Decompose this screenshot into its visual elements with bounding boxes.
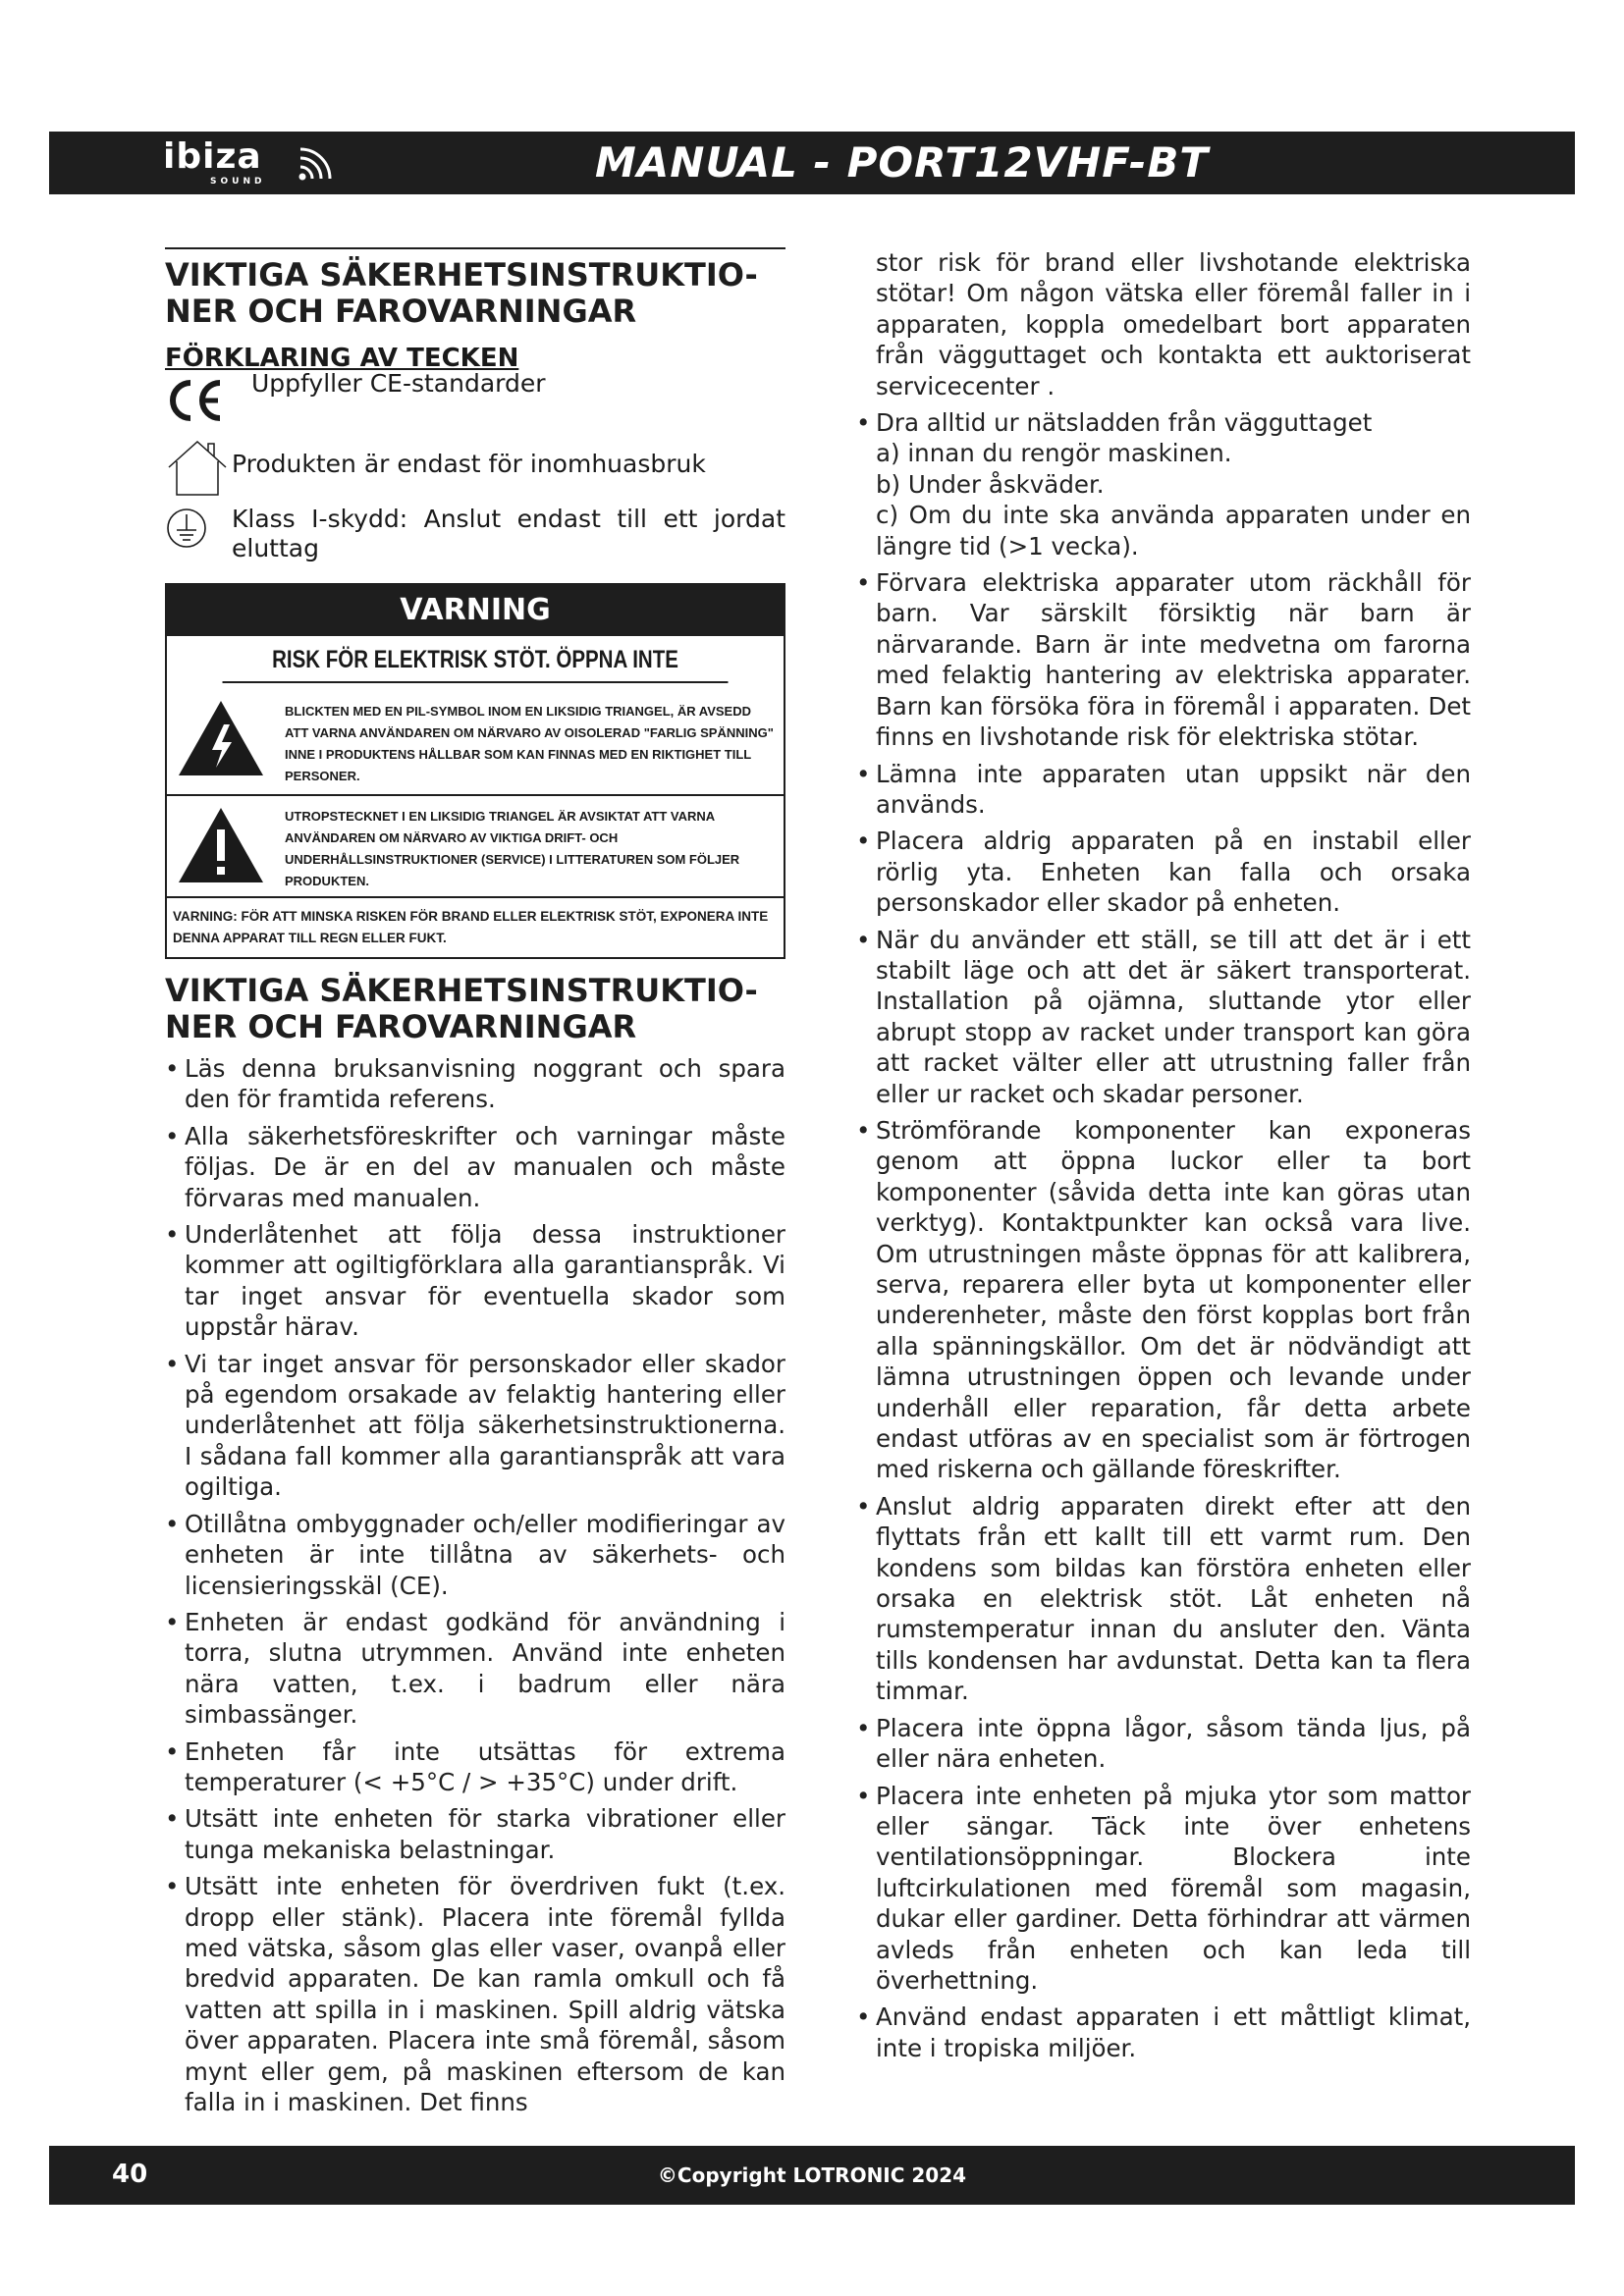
unplug-b: b) Under åskväder. <box>876 469 1105 499</box>
list-item: • Placera inte enheten på mjuka ytor som mattor eller sängar. Täck inte över enhetens ventilationsöppningar. Blockera inte luftcirkulationen med föremål som magasin, dukar eller gardiner. Detta förhindrar att värmen avleds från enheten och kan leda till överhettning. <box>856 1781 1471 1997</box>
symbol-text-house: Produkten är endast för inomhuasbruk <box>232 450 706 478</box>
page-number: 40 <box>112 2160 148 2189</box>
list-item: • Placera aldrig apparaten på en instabil eller rörlig yta. Enheten kan falla och orsaka personskador eller skador på enheten. <box>856 826 1471 918</box>
warning-text-exclamation: UTROPSTECKNET I EN LIKSIDIG TRIANGEL ÄR AVSIKTAT ATT VARNA ANVÄNDAREN OM NÄRVARO AV VIKTIGA DRIFT- OCH UNDERHÅLLSINSTRUKTIONER (SERVICE) I LITTERATUREN SOM FÖLJER PRODUKTEN. <box>285 809 740 888</box>
list-item: • Använd endast apparaten i ett måttligt klimat, inte i tropiska miljöer. <box>856 2002 1471 2063</box>
house-icon <box>165 438 230 497</box>
symbol-row-ground <box>165 505 785 569</box>
symbols-heading: FÖRKLARING AV TECKEN <box>165 344 519 373</box>
list-item: • Underlåtenhet att följa dessa instruktioner kommer att ogiltigförklara alla garantianspråk. Vi tar inget ansvar för eventuella skador som uppstår härav. <box>165 1219 785 1343</box>
warning-subtitle: RISK FÖR ELEKTRISK STÖT. ÖPPNA INTE <box>223 636 729 683</box>
ce-mark-icon <box>165 373 226 428</box>
warning-row-shock <box>167 683 784 796</box>
warning-title: VARNING <box>167 585 784 636</box>
symbol-text-ground: Klass I-skydd: Anslut endast till ett jordat eluttag <box>232 505 785 562</box>
list-item: • Otillåtna ombyggnader och/eller modifieringar av enheten är inte tillåtna av säkerhets- och licensieringsskäl (CE). <box>165 1509 785 1601</box>
logo-sub: SOUND <box>210 177 266 187</box>
document-title: MANUAL - PORT12VHF-BT <box>595 138 1209 187</box>
continued-paragraph: stor risk för brand eller livshotande elektriska stötar! Om någon vätska eller föremål faller in i apparaten, koppla omedelbart bort apparaten från vägguttaget och kontakta ett auktoriserat servicecenter . <box>876 248 1471 400</box>
list-item: • Utsätt inte enheten för överdriven fukt (t.ex. dropp eller stänk). Placera inte föremål fyllda med vätska, såsom glas eller vaser, ovanpå eller bredvid apparaten. De kan ramla omkull och få vatten att spilla in i maskinen. Spill aldrig vätska över apparaten. Placera inte små föremål, såsom mynt eller gem, på maskinen eftersom de kan falla in i maskinen. Det finns <box>165 1871 785 2117</box>
top-rule <box>165 247 785 249</box>
list-item: • Alla säkerhetsföreskrifter och varningar måste följas. De är en del av manualen och måste förvaras med manualen. <box>165 1121 785 1213</box>
logo-word: ibiza <box>163 136 262 177</box>
list-item: • Placera inte öppna lågor, såsom tända ljus, på eller nära enheten. <box>856 1713 1471 1775</box>
warning-text-shock: BLICKTEN MED EN PIL-SYMBOL INOM EN LIKSIDIG TRIANGEL, ÄR AVSEDD ATT VARNA ANVÄNDAREN OM NÄRVARO AV OISOLERAD "FARLIG SPÄNNING" INNE I PRODUKTENS HÅLLBAR SOM KAN FINNAS MED EN RIKTIGHET TILL PERSONER. <box>285 704 774 783</box>
section-heading-1: VIKTIGA SÄKERHETSINSTRUKTIO-NER OCH FAROVARNINGAR <box>165 256 758 330</box>
unplug-c: c) Om du inte ska använda apparaten under en längre tid (>1 vecka). <box>876 501 1471 561</box>
footer-bar <box>49 2146 1575 2205</box>
section-heading-2: VIKTIGA SÄKERHETSINSTRUKTIO-NER OCH FAROVARNINGAR <box>165 972 758 1045</box>
exclamation-triangle-icon <box>177 806 265 884</box>
symbol-row-house <box>165 438 785 505</box>
list-item: • Anslut aldrig apparaten direkt efter att den flyttats från ett kallt till ett varmt rum. Den kondens som bildas kan förstöra enheten eller orsaka en elektrisk stöt. Låt enheten nå rumstemperatur innan du ansluter den. Vänta tills kondensen har avdunstat. Detta kan ta flera timmar. <box>856 1491 1471 1707</box>
right-column <box>856 247 1471 2069</box>
list-item: • Utsätt inte enheten för starka vibrationer eller tunga mekaniska belastningar. <box>165 1803 785 1865</box>
symbol-row-ce <box>165 369 785 438</box>
right-bullet-list <box>856 407 1471 2063</box>
unplug-intro: • Dra alltid ur nätsladden från vägguttaget <box>876 408 1373 438</box>
unplug-a: a) innan du rengör maskinen. <box>876 439 1232 468</box>
left-bullet-list <box>165 1053 785 2117</box>
list-item: • Vi tar inget ansvar för personskador eller skador på egendom orsakade av felaktig hantering eller underlåtenhet att följa säkerhetsinstruktionerna. I sådana fall kommer alla garantianspråk att vara ogiltiga. <box>165 1349 785 1503</box>
brand-logo <box>163 136 266 187</box>
list-item: • När du använder ett ställ, se till att det är i ett stabilt läge och att det är säkert transporterat. Installation på ojämna, sluttande ytor eller abrupt stopp av racket under transport kan göra att racket välter eller att utrustning faller från eller ur racket och skadar personer. <box>856 925 1471 1109</box>
ground-icon <box>165 505 220 560</box>
warning-row-exclamation <box>167 796 784 898</box>
list-item: • Förvara elektriska apparater utom räckhåll för barn. Var särskilt försiktig när barn är närvarande. Barn är inte medvetna om farorna med felaktig hantering av elektriska apparater. Barn kan försöka föra in föremål i apparaten. Det finns en livshotande risk för elektriska stötar. <box>856 567 1471 752</box>
list-item: • Enheten är endast godkänd för användning i torra, slutna utrymmen. Använd inte enheten nära vatten, t.ex. i badrum eller nära simbassänger. <box>165 1607 785 1731</box>
list-item: • Lämna inte apparaten utan uppsikt när den används. <box>856 759 1471 821</box>
left-column <box>165 247 785 2123</box>
list-item-unplug <box>856 407 1471 561</box>
list-item: • Strömförande komponenter kan exponeras genom att öppna luckor eller ta bort komponenter (såvida detta inte kan göras utan verktyg). Kontaktpunkter kan också vara live. Om utrustningen måste öppnas för att kalibrera, serva, reparera eller byta ut komponenter eller underenheter, måste den först kopplas bort från alla spänningskällor. Om det är nödvändigt att lämna utrustningen öppen och levande under underhåll eller reparation, får detta arbete endast utföras av en specialist som är förtrogen med riskerna och gällande föreskrifter. <box>856 1115 1471 1485</box>
copyright-text: ©Copyright LOTRONIC 2024 <box>657 2163 967 2187</box>
symbol-text-ce: Uppfyller CE-standarder <box>251 369 546 398</box>
sound-waves-icon <box>297 143 336 185</box>
list-item: • Läs denna bruksanvisning noggrant och spara den för framtida referens. <box>165 1053 785 1115</box>
warning-box <box>165 583 785 959</box>
lightning-triangle-icon <box>177 699 265 777</box>
list-item: • Enheten får inte utsättas för extrema temperaturer (< +5°C / > +35°C) under drift. <box>165 1736 785 1798</box>
header-bar <box>49 132 1575 194</box>
warning-footer: VARNING: FÖR ATT MINSKA RISKEN FÖR BRAND ELLER ELEKTRISK STÖT, EXPONERA INTE DENNA APPARAT TILL REGN ELLER FUKT. <box>173 909 769 945</box>
